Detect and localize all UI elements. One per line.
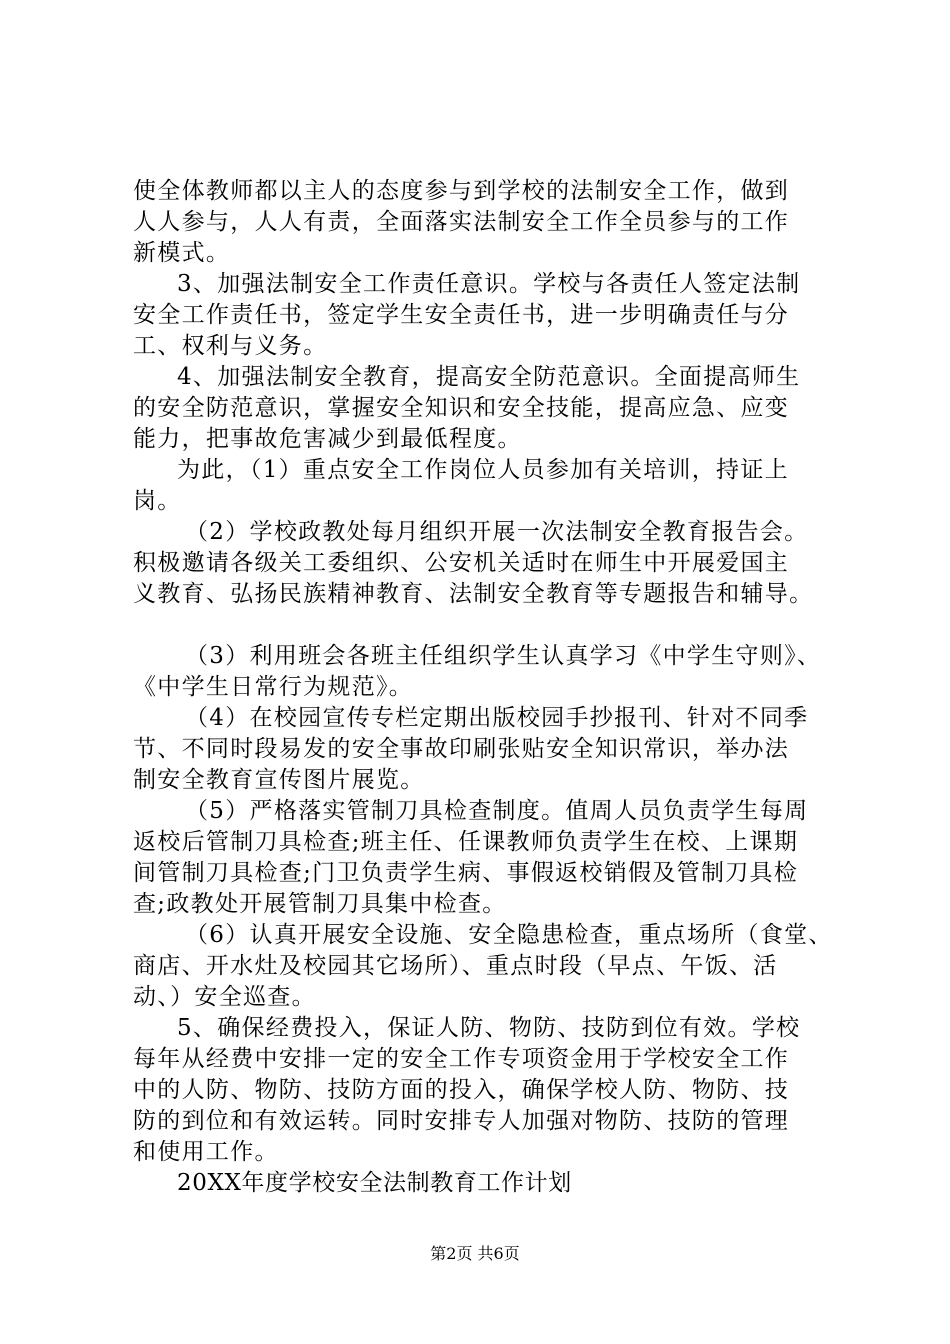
paragraph-item-4-start: （4）在校园宣传专栏定期出版校园手抄报刊、针对不同季	[185, 705, 809, 731]
text-line: 义教育、弘扬民族精神教育、法制安全教育等专题报告和辅导。	[133, 581, 814, 607]
paragraph-4-start: 4、加强法制安全教育，提高安全防范意识。全面提高师生	[177, 364, 801, 390]
text-line: 使全体教师都以主人的态度参与到学校的法制安全工作，做到	[133, 178, 790, 204]
text-line: 积极邀请各级关工委组织、公安机关适时在师生中开展爱国主	[133, 550, 790, 576]
text-line: 防的到位和有效运转。同时安排专人加强对物防、技防的管理	[133, 1108, 790, 1134]
paragraph-item-3-start: （3）利用班会各班主任组织学生认真学习《中学生守则》、	[185, 643, 822, 669]
text-line: 制安全教育宣传图片展览。	[133, 767, 425, 793]
text-line: 返校后管制刀具检查;班主任、任课教师负责学生在校、上课期	[133, 829, 799, 855]
document-body	[133, 176, 833, 1199]
paragraph-item-2-start: （2）学校政教处每月组织开展一次法制安全教育报告会。	[185, 519, 809, 545]
text-line: 间管制刀具检查;门卫负责学生病、事假返校销假及管制刀具检	[133, 860, 799, 886]
text-line: 每年从经费中安排一定的安全工作专项资金用于学校安全工作	[133, 1046, 790, 1072]
paragraph-5-start: 5、确保经费投入，保证人防、物防、技防到位有效。学校	[177, 1015, 801, 1041]
text-line: 能力，把事故危害减少到最低程度。	[133, 426, 522, 452]
text-line: 安全工作责任书，签定学生安全责任书，进一步明确责任与分	[133, 302, 790, 328]
page-number-footer: 第2页 共6页	[430, 1244, 520, 1263]
text-line: 查;政教处开展管制刀具集中检查。	[133, 891, 507, 917]
text-line: 《中学生日常行为规范》。	[133, 674, 414, 700]
text-line: 人人参与，人人有责，全面落实法制安全工作全员参与的工作	[133, 209, 790, 235]
text-line: 节、不同时段易发的安全事故印刷张贴安全知识常识，举办法	[133, 736, 790, 762]
text-line: 新模式。	[133, 240, 231, 266]
text-line: 的安全防范意识，掌握安全知识和安全技能，提高应急、应变	[133, 395, 790, 421]
text-line: 动、）安全巡查。	[133, 984, 316, 1010]
blank-line	[133, 610, 833, 641]
plan-title-line: 20XX年度学校安全法制教育工作计划	[177, 1170, 572, 1196]
paragraph-item-6-start: （6）认真开展安全设施、安全隐患检查，重点场所（食堂、	[185, 922, 833, 948]
text-line: 和使用工作。	[133, 1139, 279, 1165]
paragraph-3-start: 3、加强法制安全工作责任意识。学校与各责任人签定法制	[177, 271, 801, 297]
text-line: 商店、开水灶及校园其它场所）、重点时段（早点、午饭、活	[133, 953, 778, 979]
text-line: 岗。	[133, 488, 182, 514]
text-line: 中的人防、物防、技防方面的投入，确保学校人防、物防、技	[133, 1077, 790, 1103]
text-line: 工、权利与义务。	[133, 333, 328, 359]
paragraph-item-1-start: 为此，（1）重点安全工作岗位人员参加有关培训，持证上	[177, 457, 789, 483]
paragraph-item-5-start: （5）严格落实管制刀具检查制度。值周人员负责学生每周	[185, 798, 809, 824]
